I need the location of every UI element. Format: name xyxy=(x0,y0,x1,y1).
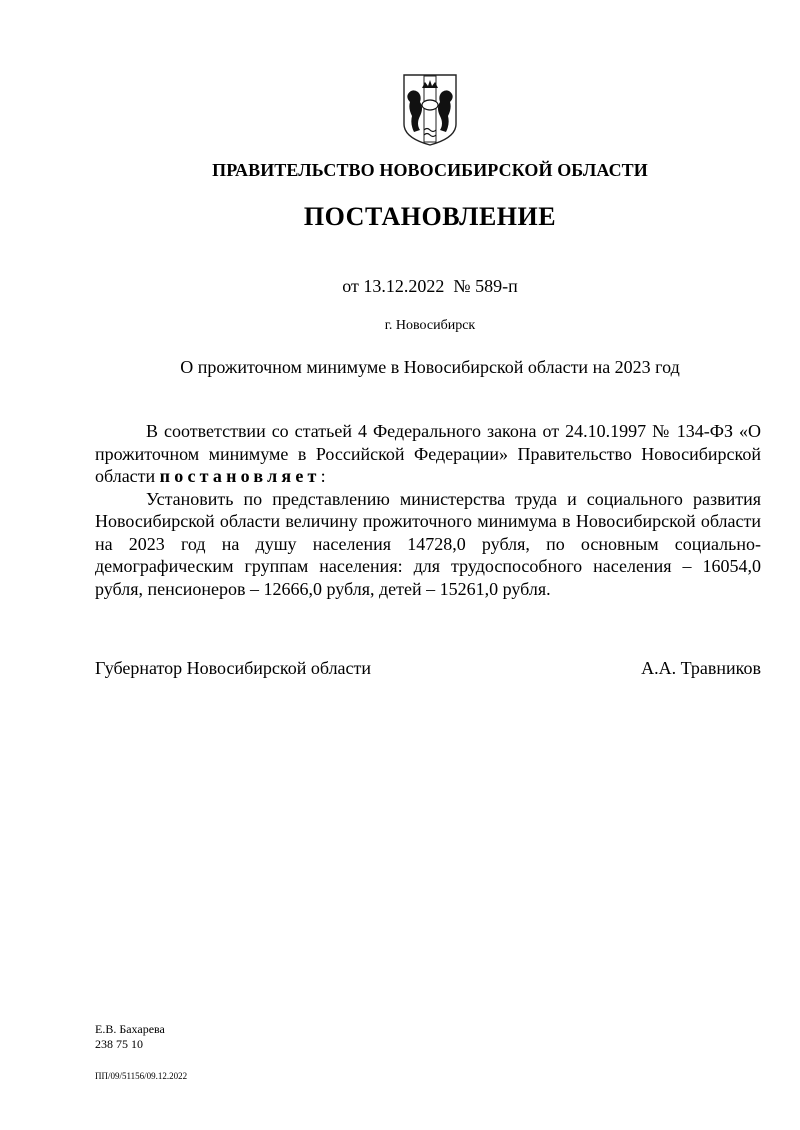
paragraph-basis-end: : xyxy=(320,466,326,486)
executor-block xyxy=(95,1022,165,1052)
signature-block xyxy=(95,658,761,679)
resolves-word: постановляет xyxy=(159,466,321,486)
date-number-line: от 13.12.2022 № 589-п xyxy=(342,276,518,296)
document-id: ПП/09/51156/09.12.2022 xyxy=(95,1071,188,1081)
executor-name: Е.В. Бахарева xyxy=(95,1022,165,1036)
organization-title: ПРАВИТЕЛЬСТВО НОВОСИБИРСКОЙ ОБЛАСТИ xyxy=(212,160,648,180)
executor-phone: 238 75 10 xyxy=(95,1037,143,1051)
paragraph-resolution: Установить по представлению министерства труда и социального развития Новосибирской области величину прожиточного минимума в Новосибирской области на 2023 год на душу населения 14728,0 рубля, по основным социально-демографическим группам населения: для трудоспособного населения – 16054,0 рубля, пенсионеров – 12666,0 рубля, детей – 15261,0 рубля. xyxy=(95,488,761,599)
paragraph-basis-text: В соответствии со статьей 4 Федерального закона от 24.10.1997 № 134-ФЗ «О прожиточном минимуме в Российской Федерации» Правительство Новосибирской области xyxy=(95,421,761,486)
paragraph-basis xyxy=(95,420,761,488)
city-line: г. Новосибирск xyxy=(384,318,476,333)
document-type: ПОСТАНОВЛЕНИЕ xyxy=(303,202,557,231)
coat-of-arms-icon xyxy=(400,72,460,148)
signatory-position: Губернатор Новосибирской области xyxy=(95,658,372,678)
document-body xyxy=(95,420,761,600)
document-subject: О прожиточном минимуме в Новосибирской области на 2023 год xyxy=(180,357,680,377)
signatory-name: А.А. Травников xyxy=(641,658,761,678)
